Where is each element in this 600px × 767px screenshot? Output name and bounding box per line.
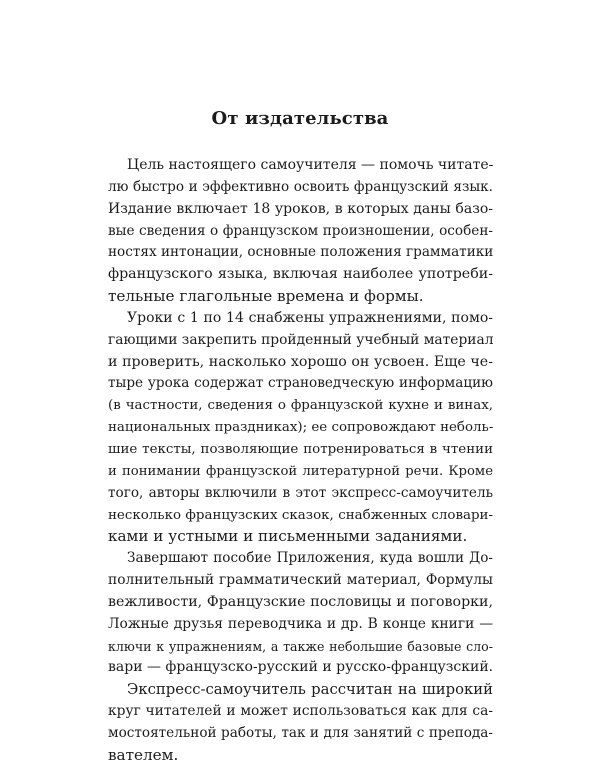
paragraph-4-line: Экспресс-самоучитель рассчитан на широкий: [127, 681, 493, 699]
paragraph-2-line: ками и устными и письменными заданиями.: [108, 527, 468, 546]
paragraph-3-line: вари — французско-русский и русско-французский.: [108, 659, 494, 676]
paragraph-2-line: гающими закрепить пройденный учебный материал: [108, 331, 494, 348]
paragraph-1-line: лю быстро и эффективно освоить французский язык.: [108, 178, 493, 195]
paragraph-4-line: круг читателей и может использоваться как для са-: [108, 703, 493, 720]
paragraph-4-line: вателем.: [108, 745, 179, 764]
paragraph-2-line: Уроки с 1 по 14 снабжены упражнениями, помо-: [127, 309, 493, 326]
paragraph-2-line: тыре урока содержат страноведческую информацию: [108, 375, 493, 392]
paragraph-1-line: французского языка, включая наиболее употреби-: [108, 266, 493, 283]
paragraph-3-line: ключи к упражнениям, а также небольшие базовые сло-: [108, 638, 493, 654]
paragraph-2-line: и понимании французской литературной речи. Кроме: [108, 463, 493, 479]
paragraph-4-line: мостоятельной работы, так и для занятий с препода-: [108, 724, 493, 741]
paragraph-3-line: Завершают пособие Приложения, куда вошли До-: [127, 550, 493, 567]
paragraph-3-line: полнительный грамматический материал, Формулы: [108, 572, 493, 589]
paragraph-3-line: Ложные друзья переводчика и др. В конце книги —: [108, 615, 493, 632]
paragraph-1-line: Цель настоящего самоучителя — помочь читате-: [127, 157, 494, 173]
paragraph-1-line: вые сведения о французском произношении, особен-: [108, 222, 493, 239]
paragraph-2-line: несколько французских сказок, снабженных словари-: [108, 507, 493, 523]
paragraph-2-line: шие тексты, позволяющие потренироваться в чтении: [108, 441, 493, 457]
page-title: От издательства: [211, 108, 389, 129]
paragraph-2-line: (в частности, сведения о французской кухне и винах,: [108, 398, 493, 414]
paragraph-2-line: того, авторы включили в этот экспресс-самоучитель: [108, 484, 493, 501]
paragraph-1-line: ностях интонации, основные положения грамматики: [108, 244, 494, 261]
body-text: [108, 155, 493, 767]
paragraph-2-line: и проверить, насколько хорошо он усвоен. Еще че-: [108, 353, 493, 370]
paragraph-1-line: Издание включает 18 уроков, в которых даны базо-: [108, 200, 493, 217]
paragraph-1-line: тельные глагольные времена и формы.: [108, 287, 424, 306]
paragraph-2-line: национальных праздниках); ее сопровождают неболь-: [108, 420, 494, 436]
paragraph-3-line: вежливости, Французские пословицы и поговорки,: [108, 593, 493, 610]
